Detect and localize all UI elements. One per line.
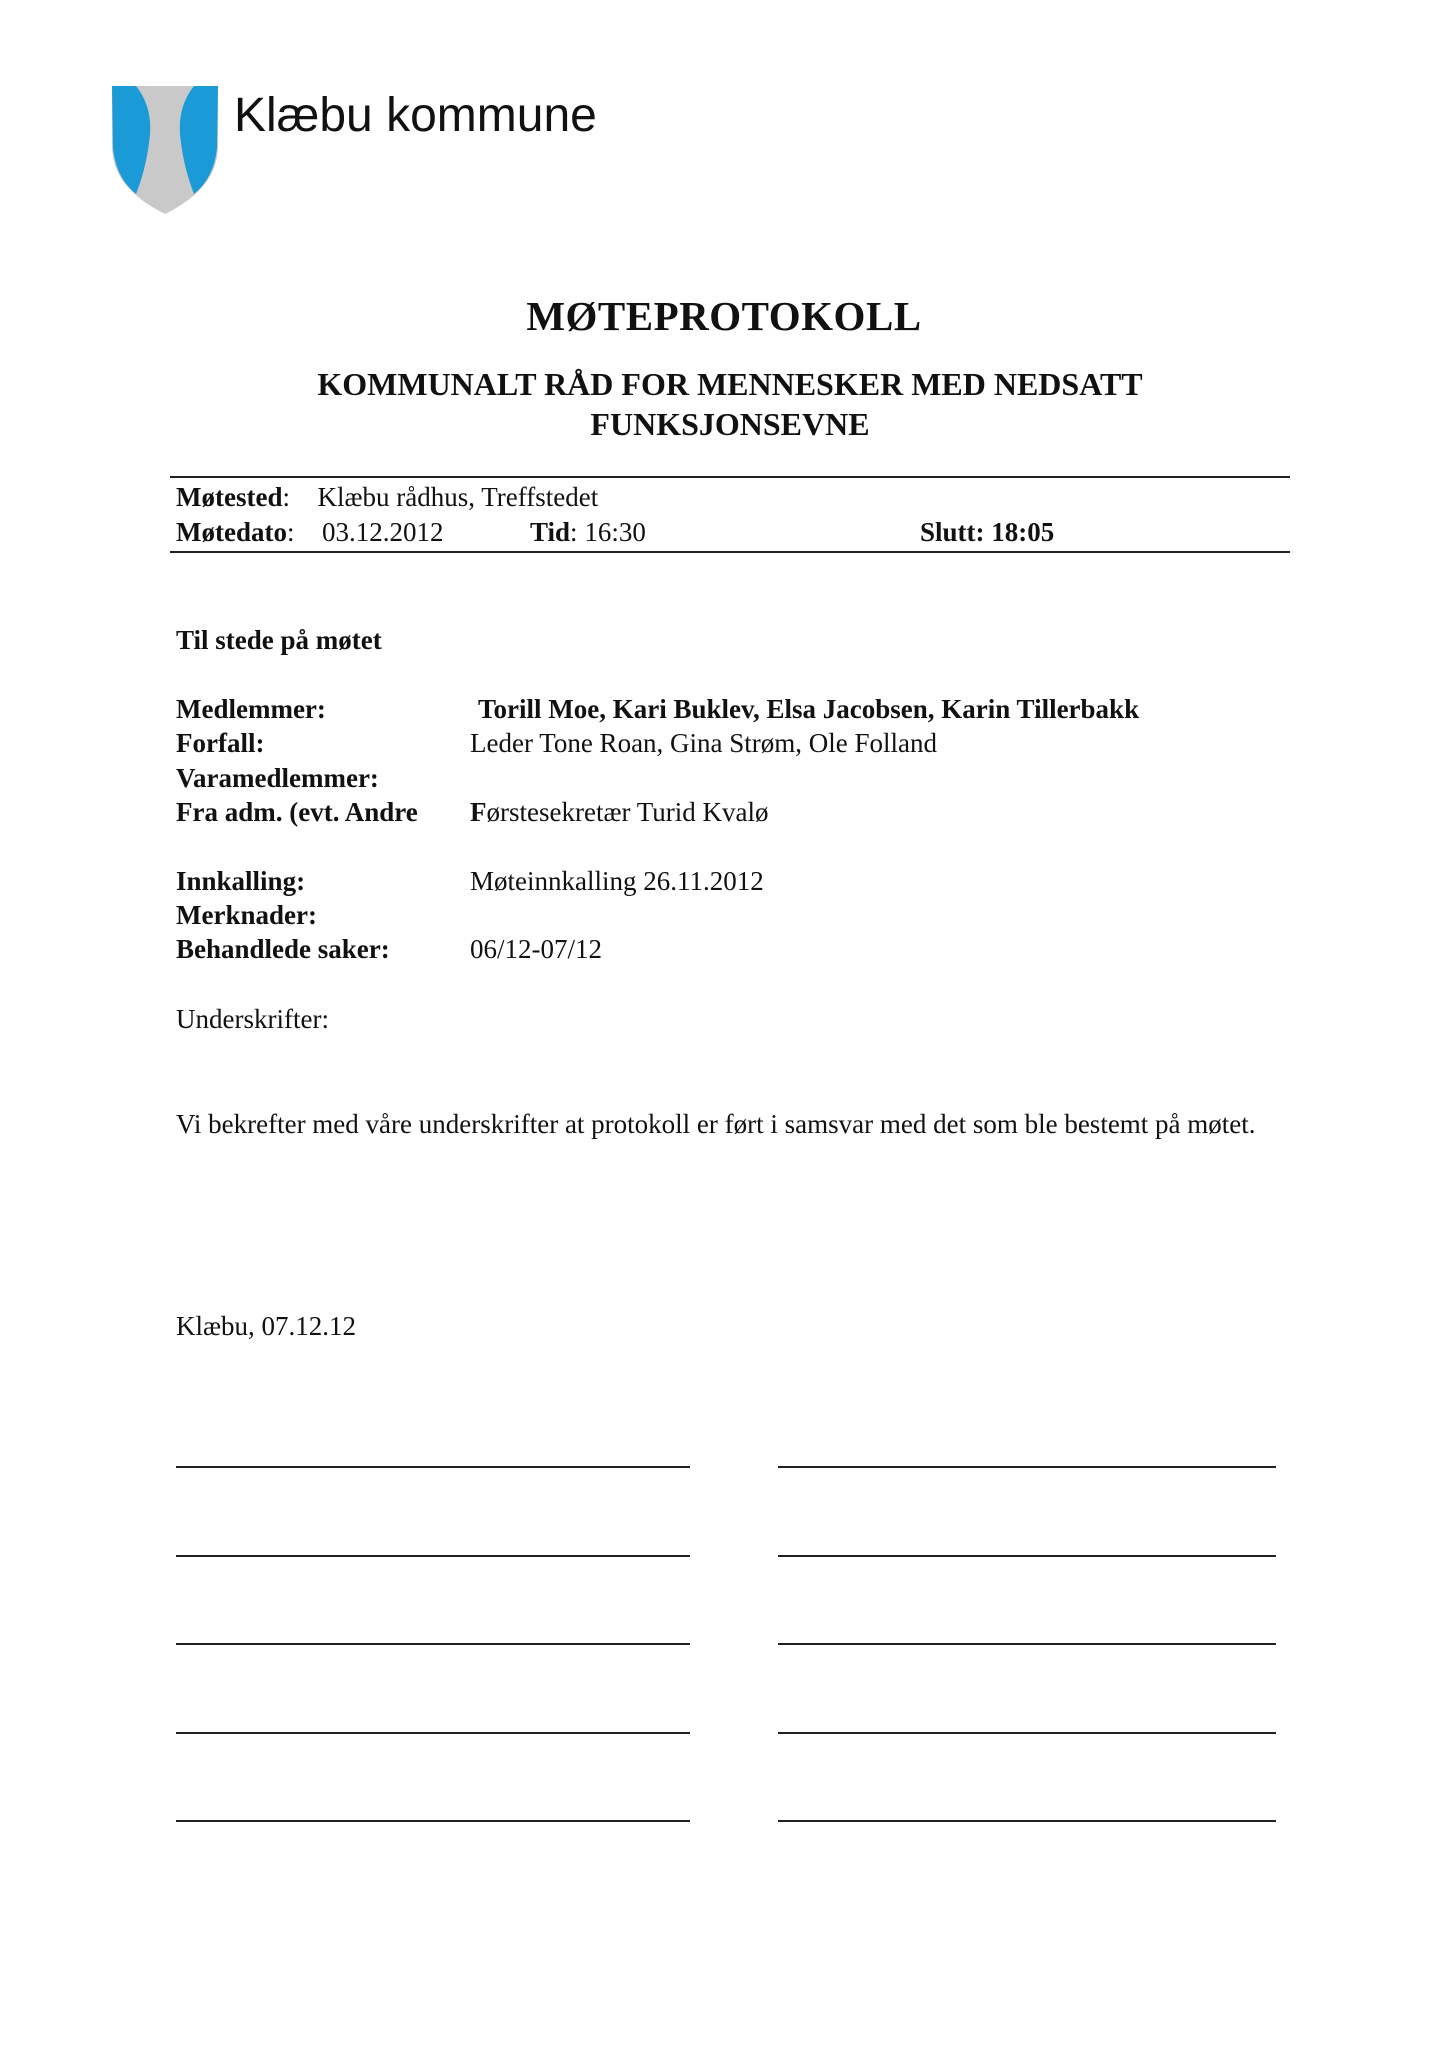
absent-value: Leder Tone Roan, Gina Strøm, Ole Folland bbox=[470, 728, 938, 758]
meta-top-rule bbox=[170, 476, 1290, 478]
notice-label: Innkalling: bbox=[176, 866, 306, 896]
signatures-label: Underskrifter: bbox=[176, 1004, 329, 1034]
meeting-date-value: 03.12.2012 bbox=[321, 517, 444, 547]
absent-label: Forfall: bbox=[176, 728, 265, 758]
signature-line bbox=[176, 1555, 690, 1557]
meeting-place-label: Møtested bbox=[176, 482, 283, 512]
coat-of-arms-logo bbox=[112, 86, 218, 214]
signature-statement: Vi bekrefter med våre underskrifter at protokoll er ført i samsvar med det som ble bestemt på møtet. bbox=[176, 1109, 1256, 1139]
members-label: Medlemmer: bbox=[176, 694, 326, 724]
signature-line bbox=[176, 1466, 690, 1468]
signature-line bbox=[778, 1820, 1276, 1822]
place-date: Klæbu, 07.12.12 bbox=[176, 1311, 357, 1341]
document-title: MØTEPROTOKOLL bbox=[526, 293, 922, 339]
admin-value-initial: F bbox=[470, 797, 487, 827]
meeting-time-label: Tid bbox=[530, 517, 571, 547]
meeting-place-row: Møtested: Klæbu rådhus, Treffstedet bbox=[176, 482, 599, 512]
meeting-end-time: Slutt: 18:05 bbox=[920, 517, 1055, 547]
signature-line bbox=[778, 1732, 1276, 1734]
meeting-date-label: Møtedato bbox=[176, 517, 287, 547]
admin-value-rest: ørstesekretær Turid Kvalø bbox=[486, 797, 769, 827]
cases-label: Behandlede saker: bbox=[176, 934, 390, 964]
signature-line bbox=[778, 1643, 1276, 1645]
meeting-place-value: Klæbu rådhus, Treffstedet bbox=[317, 482, 599, 512]
deputies-label: Varamedlemmer: bbox=[176, 763, 379, 793]
signature-line bbox=[778, 1555, 1276, 1557]
meeting-time-value: 16:30 bbox=[584, 517, 646, 547]
remarks-label: Merknader: bbox=[176, 900, 317, 930]
signature-line bbox=[176, 1732, 690, 1734]
signature-line bbox=[778, 1466, 1276, 1468]
members-value: Torill Moe, Kari Buklev, Elsa Jacobsen, Karin Tillerbakk bbox=[478, 694, 1140, 724]
signature-line bbox=[176, 1643, 690, 1645]
signature-line bbox=[176, 1820, 690, 1822]
attendance-heading: Til stede på møtet bbox=[176, 625, 382, 655]
notice-value: Møteinnkalling 26.11.2012 bbox=[470, 866, 764, 896]
organization-name: Klæbu kommune bbox=[234, 89, 597, 142]
meeting-date-row: Møtedato: 03.12.2012 bbox=[176, 517, 444, 547]
admin-label: Fra adm. (evt. Andre bbox=[176, 797, 418, 827]
admin-value bbox=[470, 797, 768, 828]
document-subtitle: KOMMUNALT RÅD FOR MENNESKER MED NEDSATT FUNKSJONSEVNE bbox=[317, 366, 1143, 442]
cases-value: 06/12-07/12 bbox=[470, 934, 602, 964]
meta-bottom-rule bbox=[170, 551, 1290, 553]
meeting-time: Tid: 16:30 bbox=[530, 517, 646, 547]
